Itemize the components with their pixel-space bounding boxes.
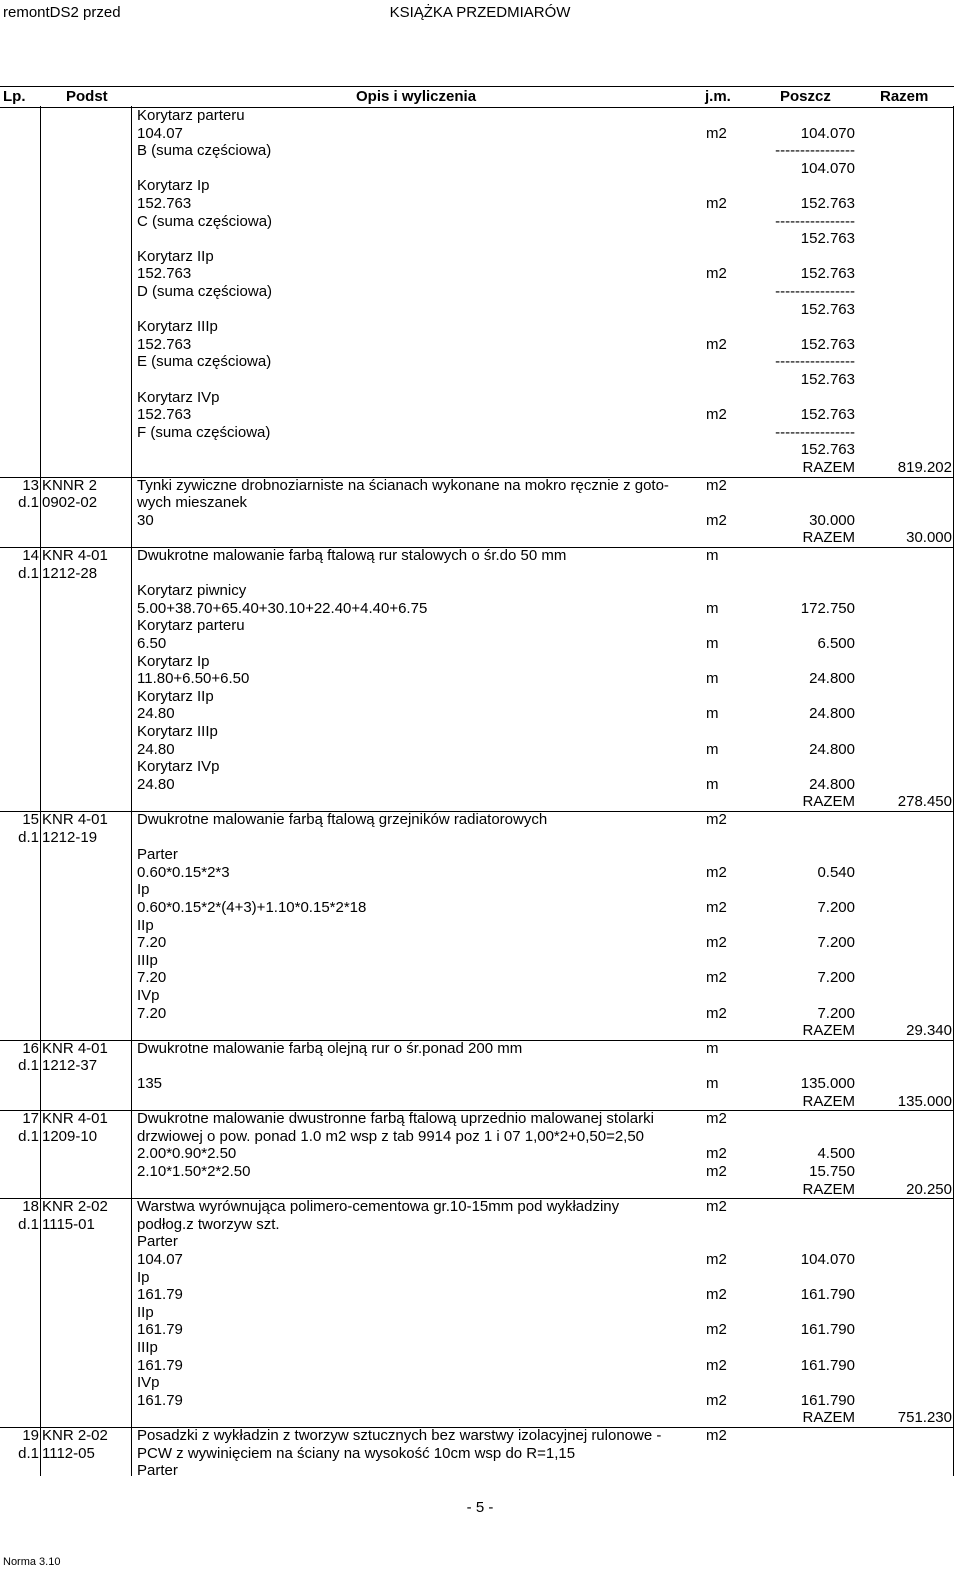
item-description: 104.07	[137, 1251, 183, 1268]
table-row	[0, 723, 960, 741]
item-basis: 1212-19	[42, 828, 98, 846]
item-unit: m2	[706, 1286, 727, 1304]
item-partial: 152.763	[800, 195, 855, 212]
item-partial: 152.763	[800, 371, 855, 388]
item-description: 161.79	[137, 1356, 183, 1374]
item-unit: m2	[706, 1391, 727, 1409]
item-number: d.1	[18, 564, 39, 582]
item-unit: m2	[706, 811, 727, 828]
table-row	[0, 301, 960, 319]
table-row	[0, 477, 960, 495]
item-partial: 24.800	[809, 705, 855, 723]
table-row	[0, 1075, 960, 1093]
table-row	[0, 265, 960, 283]
item-unit: m2	[706, 265, 727, 283]
item-partial: 15.750	[809, 1163, 855, 1180]
table-row	[0, 705, 960, 723]
item-unit: m2	[706, 1251, 727, 1268]
item-unit: m2	[706, 1163, 727, 1180]
item-description: 161.79	[137, 1321, 183, 1339]
table-row	[0, 1462, 960, 1480]
table-row	[0, 1392, 960, 1410]
item-description: IIp	[137, 916, 154, 934]
item-unit: m2	[706, 1321, 727, 1339]
item-description: 0.60*0.15*2*3	[137, 863, 230, 881]
item-basis: KNR 2-02	[42, 1427, 108, 1444]
item-description: Tynki zywiczne drobnoziarniste na ścianach wykonane na mokro ręcznie z goto-	[137, 476, 669, 494]
item-number: 16	[22, 1039, 39, 1057]
item-description: Dwukrotne malowanie dwustronne farbą ftalową uprzednio malowanej stolarki	[137, 1110, 654, 1128]
item-description: Korytarz Ip	[137, 652, 210, 670]
item-unit: m2	[706, 1145, 727, 1163]
item-total: 30.000	[906, 529, 952, 547]
table-row	[0, 1181, 960, 1199]
item-description: 152.763	[137, 195, 192, 212]
table-row	[0, 1445, 960, 1463]
item-partial: 172.750	[800, 599, 855, 617]
item-unit: m2	[706, 406, 727, 424]
item-description: 0.60*0.15*2*(4+3)+1.10*0.15*2*18	[137, 899, 367, 916]
item-description: 161.79	[137, 1286, 183, 1304]
item-description: 152.763	[137, 406, 192, 424]
column-header-jm: j.m.	[705, 88, 731, 105]
item-description: Warstwa wyrównująca polimero-cementowa gr.10-15mm pod wykładziny	[137, 1198, 620, 1216]
item-unit: m	[706, 1075, 719, 1092]
item-number: 13	[22, 476, 39, 494]
column-header-poszcz: Poszcz	[780, 88, 831, 105]
item-unit: m	[706, 1039, 719, 1057]
item-description: podłog.z tworzyw szt.	[137, 1215, 280, 1233]
table-row	[0, 1374, 960, 1392]
table-row	[0, 1427, 960, 1445]
item-partial: 152.763	[800, 300, 855, 318]
item-description: Korytarz IVp	[137, 758, 220, 776]
item-description: Parter	[137, 1462, 178, 1480]
table-row	[0, 987, 960, 1005]
item-unit: m2	[706, 1004, 727, 1022]
table-row	[0, 688, 960, 706]
item-description: IIp	[137, 1303, 154, 1321]
item-partial: 7.200	[817, 934, 855, 952]
item-unit: m2	[706, 899, 727, 916]
table-row	[0, 793, 960, 811]
item-description: Korytarz IIIp	[137, 318, 218, 336]
item-total: 751.230	[897, 1409, 952, 1427]
item-description: 30	[137, 511, 154, 529]
table-row	[0, 1339, 960, 1357]
table-row	[0, 934, 960, 952]
item-partial: 152.763	[800, 230, 855, 248]
table-row	[0, 547, 960, 565]
item-unit: m	[706, 670, 719, 688]
item-partial: 104.070	[800, 124, 855, 142]
item-description: 161.79	[137, 1391, 183, 1409]
item-description: 24.80	[137, 740, 175, 758]
item-description: IVp	[137, 1374, 160, 1392]
document-title: KSIĄŻKA PRZEDMIARÓW	[389, 4, 571, 21]
column-header-opis: Opis i wyliczenia	[356, 88, 477, 105]
item-unit: m2	[706, 969, 727, 987]
item-partial: ----------------	[775, 423, 855, 441]
item-description: IIIp	[137, 1339, 158, 1356]
table-row	[0, 529, 960, 547]
item-description: 7.20	[137, 969, 167, 987]
item-unit: m	[706, 547, 719, 564]
item-description: 7.20	[137, 1004, 167, 1022]
item-description: Dwukrotne malowanie farbą ftalową rur stalowych o śr.do 50 mm	[137, 547, 567, 564]
table-row	[0, 1198, 960, 1216]
document-header-left: remontDS2 przed	[3, 4, 121, 21]
item-basis: KNR 4-01	[42, 547, 108, 564]
table-row	[0, 248, 960, 266]
item-description: E (suma częściowa)	[137, 353, 272, 371]
item-partial: RAZEM	[802, 529, 855, 547]
table-row	[0, 1357, 960, 1375]
item-partial: 152.763	[800, 265, 855, 283]
table-row	[0, 389, 960, 407]
table-row	[0, 582, 960, 600]
table-row	[0, 353, 960, 371]
table-row	[0, 1057, 960, 1075]
item-partial: 152.763	[800, 335, 855, 353]
item-partial: 24.800	[809, 775, 855, 793]
table-row	[0, 160, 960, 178]
item-total: 29.340	[906, 1022, 952, 1040]
table-row	[0, 829, 960, 847]
item-partial: 0.540	[817, 863, 855, 881]
item-unit: m	[706, 740, 719, 758]
item-unit: m2	[706, 1198, 727, 1216]
table-row	[0, 917, 960, 935]
item-description: Korytarz Ip	[137, 177, 210, 195]
table-row	[0, 512, 960, 530]
item-unit: m2	[706, 863, 727, 881]
item-unit: m	[706, 635, 719, 652]
item-unit: m2	[706, 335, 727, 353]
item-partial: 161.790	[800, 1286, 855, 1304]
table-row	[0, 617, 960, 635]
table-row	[0, 1233, 960, 1251]
item-partial: 161.790	[800, 1321, 855, 1339]
item-partial: 7.200	[817, 1004, 855, 1022]
item-description: wych mieszanek	[137, 494, 248, 512]
table-row	[0, 1269, 960, 1287]
item-partial: 30.000	[809, 511, 855, 529]
item-total: 819.202	[897, 459, 952, 476]
item-description: Korytarz parteru	[137, 617, 245, 635]
item-description: Parter	[137, 1233, 178, 1251]
item-partial: ----------------	[775, 283, 855, 300]
item-total: 135.000	[897, 1092, 952, 1110]
table-row	[0, 1093, 960, 1111]
table-row	[0, 1145, 960, 1163]
item-description: 24.80	[137, 775, 175, 793]
table-row	[0, 670, 960, 688]
item-unit: m2	[706, 1356, 727, 1374]
item-partial: 7.200	[817, 969, 855, 987]
table-row	[0, 600, 960, 618]
item-description: Ip	[137, 1268, 150, 1286]
item-partial: RAZEM	[802, 793, 855, 811]
item-unit: m2	[706, 1427, 727, 1444]
item-description: B (suma częściowa)	[137, 142, 272, 160]
item-partial: 152.763	[800, 406, 855, 424]
table-row	[0, 1128, 960, 1146]
item-description: Dwukrotne malowanie farbą ftalową grzejników radiatorowych	[137, 811, 548, 828]
table-row	[0, 336, 960, 354]
item-partial: 24.800	[809, 670, 855, 688]
table-row	[0, 1409, 960, 1427]
table-row	[0, 1040, 960, 1058]
item-total: 20.250	[906, 1180, 952, 1198]
item-description: 7.20	[137, 934, 167, 952]
item-basis: KNR 2-02	[42, 1198, 108, 1216]
table-row	[0, 1321, 960, 1339]
table-row	[0, 758, 960, 776]
item-number: d.1	[18, 1127, 39, 1145]
item-partial: 7.200	[817, 899, 855, 916]
item-partial: 104.070	[800, 1251, 855, 1268]
table-row	[0, 1005, 960, 1023]
item-description: 6.50	[137, 635, 167, 652]
item-description: 11.80+6.50+6.50	[137, 670, 250, 688]
item-number: d.1	[18, 494, 39, 512]
table-row	[0, 811, 960, 829]
item-unit: m2	[706, 511, 727, 529]
table-row	[0, 969, 960, 987]
item-basis: 0902-02	[42, 494, 98, 512]
item-description: 152.763	[137, 335, 192, 353]
item-description: C (suma częściowa)	[137, 212, 273, 230]
column-header-lp: Lp.	[3, 88, 26, 105]
item-partial: RAZEM	[802, 1092, 855, 1110]
item-unit: m2	[706, 934, 727, 952]
item-total: 278.450	[897, 793, 952, 811]
table-row	[0, 230, 960, 248]
item-number: d.1	[18, 1215, 39, 1233]
item-number: 18	[22, 1198, 39, 1216]
table-row	[0, 213, 960, 231]
item-partial: 24.800	[809, 740, 855, 758]
table-row	[0, 125, 960, 143]
item-description: drzwiowej o pow. ponad 1.0 m2 wsp z tab 9914 poz 1 i 07 1,00*2+0,50=2,50	[137, 1127, 645, 1145]
item-unit: m	[706, 705, 719, 723]
table-row	[0, 565, 960, 583]
table-row	[0, 1022, 960, 1040]
item-unit: m2	[706, 476, 727, 494]
item-basis: KNR 4-01	[42, 1110, 108, 1128]
item-description: F (suma częściowa)	[137, 423, 271, 441]
item-basis: KNNR 2	[42, 476, 98, 494]
table-row	[0, 1286, 960, 1304]
item-partial: 152.763	[800, 441, 855, 459]
item-number: d.1	[18, 1444, 39, 1462]
table-row	[0, 1251, 960, 1269]
item-number: 14	[22, 547, 39, 564]
item-basis: 1209-10	[42, 1127, 98, 1145]
item-partial: ----------------	[775, 212, 855, 230]
item-partial: RAZEM	[802, 1022, 855, 1040]
item-partial: 161.790	[800, 1391, 855, 1409]
item-description: PCW z wywinięciem na ściany na wysokość 10cm wsp do R=1,15	[137, 1444, 576, 1462]
table-row	[0, 1216, 960, 1234]
item-partial: RAZEM	[802, 1180, 855, 1198]
table-row	[0, 318, 960, 336]
table-row	[0, 142, 960, 160]
item-partial: RAZEM	[802, 1409, 855, 1427]
table-row	[0, 776, 960, 794]
table-row	[0, 1110, 960, 1128]
item-description: 5.00+38.70+65.40+30.10+22.40+4.40+6.75	[137, 599, 428, 617]
item-description: 135	[137, 1075, 163, 1092]
table-row	[0, 899, 960, 917]
table-row	[0, 195, 960, 213]
item-partial: RAZEM	[802, 459, 855, 476]
item-basis: 1212-37	[42, 1057, 98, 1075]
table-row	[0, 653, 960, 671]
item-number: 15	[22, 811, 39, 828]
item-number: 17	[22, 1110, 39, 1128]
item-description: IIIp	[137, 951, 158, 969]
item-number: 19	[22, 1427, 39, 1444]
item-description: 2.10*1.50*2*2.50	[137, 1163, 251, 1180]
item-description: Korytarz IIIp	[137, 723, 218, 740]
item-partial: 104.070	[800, 159, 855, 177]
table-row	[0, 371, 960, 389]
table-row	[0, 741, 960, 759]
item-description: 152.763	[137, 265, 192, 283]
table-row	[0, 1304, 960, 1322]
item-description: Ip	[137, 881, 150, 899]
item-partial: 161.790	[800, 1356, 855, 1374]
table-row	[0, 494, 960, 512]
item-basis: KNR 4-01	[42, 1039, 108, 1057]
item-unit: m	[706, 775, 719, 793]
item-description: Dwukrotne malowanie farbą olejną rur o śr.ponad 200 mm	[137, 1039, 523, 1057]
table-row	[0, 846, 960, 864]
item-description: 104.07	[137, 124, 183, 142]
item-description: Posadzki z wykładzin z tworzyw sztucznych bez warstwy izolacyjnej rulonowe -	[137, 1427, 662, 1444]
item-partial: ----------------	[775, 353, 855, 371]
item-description: Korytarz IIp	[137, 687, 214, 705]
table-row	[0, 441, 960, 459]
item-description: Korytarz piwnicy	[137, 582, 247, 600]
footer-version: Norma 3.10	[3, 1556, 61, 1568]
item-description: IVp	[137, 987, 160, 1004]
item-basis: 1212-28	[42, 564, 98, 582]
table-row	[0, 952, 960, 970]
page-number: - 5 -	[466, 1499, 494, 1516]
item-unit: m2	[706, 1110, 727, 1128]
item-description: Korytarz IIp	[137, 247, 214, 265]
item-description: 2.00*0.90*2.50	[137, 1145, 237, 1163]
item-description: Korytarz IVp	[137, 388, 220, 406]
table-row	[0, 283, 960, 301]
table-row	[0, 459, 960, 477]
column-header-podst: Podst	[66, 88, 108, 105]
item-number: d.1	[18, 1057, 39, 1075]
table-row	[0, 424, 960, 442]
item-description: Korytarz parteru	[137, 107, 245, 124]
item-basis: KNR 4-01	[42, 811, 108, 828]
item-number: d.1	[18, 828, 39, 846]
item-basis: 1112-05	[42, 1444, 95, 1462]
table-row	[0, 177, 960, 195]
item-partial: 135.000	[800, 1075, 855, 1092]
item-description: D (suma częściowa)	[137, 283, 273, 300]
item-description: Parter	[137, 846, 178, 864]
item-unit: m2	[706, 124, 727, 142]
table-row	[0, 881, 960, 899]
table-row	[0, 635, 960, 653]
column-header-razem: Razem	[880, 88, 929, 105]
item-partial: 4.500	[817, 1145, 855, 1163]
item-basis: 1115-01	[42, 1215, 95, 1233]
table-row	[0, 107, 960, 125]
item-unit: m2	[706, 195, 727, 212]
table-row	[0, 1163, 960, 1181]
item-partial: ----------------	[775, 142, 855, 160]
item-unit: m	[706, 599, 719, 617]
item-description: 24.80	[137, 705, 175, 723]
table-row	[0, 864, 960, 882]
table-row	[0, 406, 960, 424]
item-partial: 6.500	[817, 635, 855, 652]
